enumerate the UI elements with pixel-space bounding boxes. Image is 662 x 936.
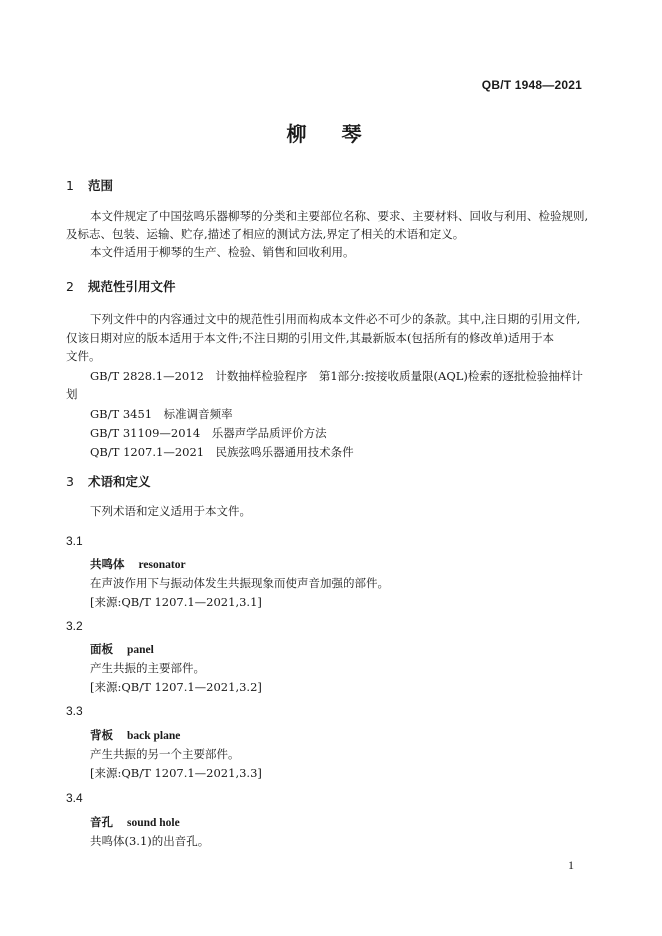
- section-2-number: 2: [66, 279, 74, 294]
- term-entry: [90, 556, 186, 572]
- section-1-heading: [66, 176, 113, 194]
- section-2-heading: [66, 277, 176, 295]
- term-source: [来源:QB/T 1207.1—2021,3.2]: [90, 680, 262, 694]
- section-3-intro: 下列术语和定义适用于本文件。: [90, 504, 251, 518]
- reference-3: GB/T 31109—2014 乐器声学品质评价方法: [90, 426, 327, 440]
- section-1-number: 1: [66, 178, 74, 193]
- section-3-title: 术语和定义: [88, 474, 151, 489]
- term-definition: 产生共振的主要部件。: [90, 661, 205, 675]
- section-1-paragraph-1-line-1: 本文件规定了中国弦鸣乐器柳琴的分类和主要部位名称、要求、主要材料、回收与利用、检验规则,: [90, 209, 589, 223]
- term-entry: [90, 641, 154, 657]
- reference-2: GB/T 3451 标准调音频率: [90, 407, 233, 421]
- section-2-paragraph-line-1: 下列文件中的内容通过文中的规范性引用而构成本文件必不可少的条款。其中,注日期的引用文件,: [90, 312, 581, 326]
- section-2-paragraph-line-3: 文件。: [66, 349, 101, 363]
- term-chinese: 背板: [90, 728, 113, 742]
- term-number: 3.4: [66, 791, 83, 805]
- section-1-paragraph-2: 本文件适用于柳琴的生产、检验、销售和回收利用。: [90, 245, 355, 259]
- term-english: back plane: [127, 730, 181, 742]
- term-number: 3.2: [66, 619, 83, 633]
- term-number: 3.1: [66, 534, 83, 548]
- reference-4: QB/T 1207.1—2021 民族弦鸣乐器通用技术条件: [90, 445, 354, 459]
- term-english: resonator: [138, 559, 186, 571]
- standard-number: QB/T 1948—2021: [481, 78, 582, 92]
- section-2-paragraph-line-2: 仅该日期对应的版本适用于本文件;不注日期的引用文件,其最新版本(包括所有的修改单)适用于本: [66, 331, 554, 345]
- term-source: [来源:QB/T 1207.1—2021,3.3]: [90, 766, 262, 780]
- term-source: [来源:QB/T 1207.1—2021,3.1]: [90, 595, 262, 609]
- term-chinese: 音孔: [90, 815, 113, 829]
- section-3-number: 3: [66, 474, 74, 489]
- section-3-heading: [66, 472, 151, 490]
- section-1-title: 范围: [88, 178, 114, 193]
- term-english: sound hole: [127, 817, 180, 829]
- reference-1-line-2: 划: [66, 387, 78, 401]
- document-title: 柳 琴: [286, 122, 376, 146]
- term-chinese: 共鸣体: [90, 557, 125, 571]
- term-entry: [90, 727, 180, 743]
- term-definition: 共鸣体(3.1)的出音孔。: [90, 834, 210, 848]
- term-chinese: 面板: [90, 642, 113, 656]
- term-english: panel: [127, 644, 154, 656]
- term-definition: 产生共振的另一个主要部件。: [90, 747, 240, 761]
- page-number: 1: [568, 858, 574, 872]
- section-2-title: 规范性引用文件: [88, 279, 176, 294]
- term-entry: [90, 814, 180, 830]
- term-number: 3.3: [66, 704, 83, 718]
- term-definition: 在声波作用下与振动体发生共振现象而使声音加强的部件。: [90, 576, 389, 590]
- section-1-paragraph-1-line-2: 及标志、包装、运输、贮存,描述了相应的测试方法,界定了相关的术语和定义。: [66, 227, 465, 241]
- reference-1-line-1: GB/T 2828.1—2012 计数抽样检验程序 第1部分:按接收质量限(AQL)检索的逐批检验抽样计: [90, 369, 583, 383]
